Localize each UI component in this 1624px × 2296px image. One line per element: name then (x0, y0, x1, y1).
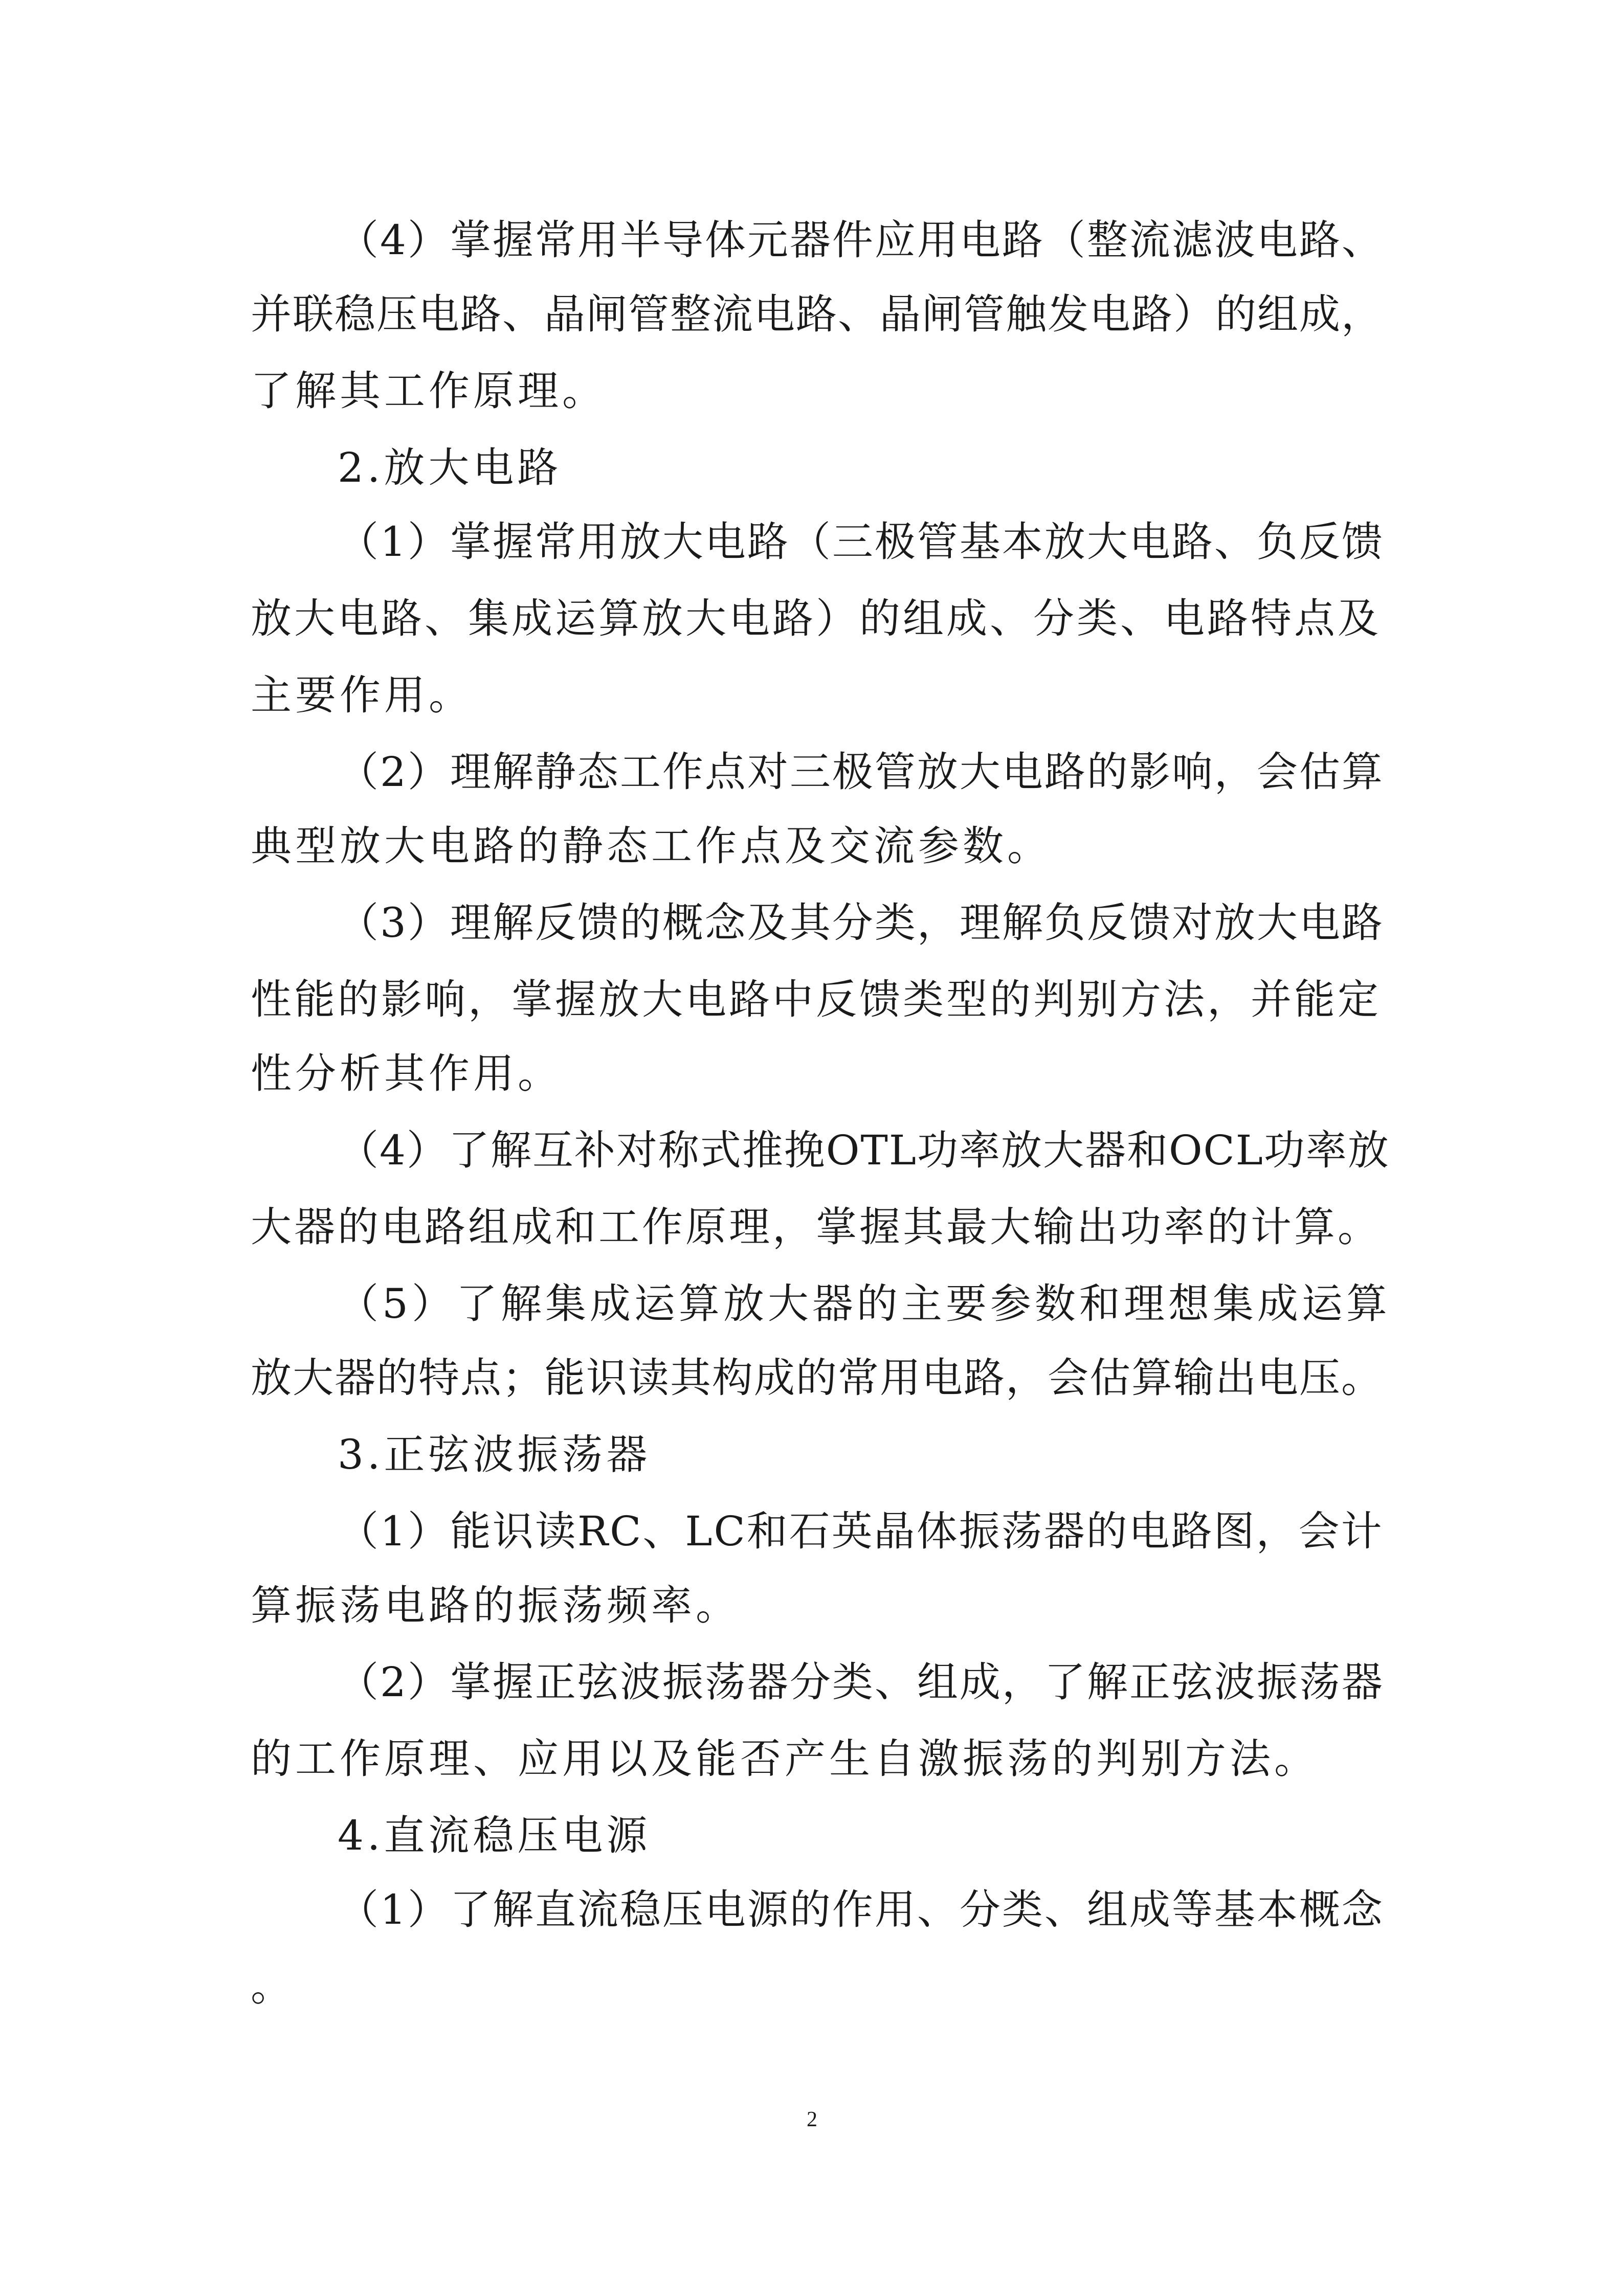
paragraph-line: 放大电路、集成运算放大电路）的组成、分类、电路特点及 (251, 595, 1381, 642)
paragraph-line: 了解其工作原理。 (251, 367, 607, 415)
section-heading: 3.正弦波振荡器 (338, 1431, 651, 1478)
paragraph-line: （3）理解反馈的概念及其分类，理解负反馈对放大电路 (338, 899, 1384, 947)
paragraph-line: （1）掌握常用放大电路（三极管基本放大电路、负反馈 (338, 518, 1384, 566)
paragraph-line: （4）了解互补对称式推挽OTL功率放大器和OCL功率放 (338, 1127, 1390, 1174)
paragraph-line: 放大器的特点；能识读其构成的常用电路，会估算输出电压。 (251, 1354, 1383, 1402)
paragraph-line: （1）了解直流稳压电源的作用、分类、组成等基本概念 (338, 1886, 1384, 1933)
section-heading: 4.直流稳压电源 (338, 1812, 651, 1859)
paragraph-line: 典型放大电路的静态工作点及交流参数。 (251, 822, 1052, 870)
paragraph-line: 的工作原理、应用以及能否产生自激振荡的判别方法。 (251, 1735, 1319, 1783)
paragraph-line: （1）能识读RC、LC和石英晶体振荡器的电路图，会计 (338, 1507, 1384, 1555)
paragraph-line: （4）掌握常用半导体元器件应用电路（整流滤波电路、 (338, 216, 1384, 264)
paragraph-line: 并联稳压电路、晶闸管整流电路、晶闸管触发电路）的组成， (251, 290, 1383, 338)
paragraph-line: （2）掌握正弦波振荡器分类、组成，了解正弦波振荡器 (338, 1658, 1384, 1706)
paragraph-line: （2）理解静态工作点对三极管放大电路的影响，会估算 (338, 748, 1384, 796)
section-heading: 2.放大电路 (338, 444, 562, 491)
paragraph-line: 性能的影响，掌握放大电路中反馈类型的判别方法，并能定 (251, 976, 1381, 1023)
paragraph-line: 性分析其作用。 (251, 1050, 562, 1097)
paragraph-line: 大器的电路组成和工作原理，掌握其最大输出功率的计算。 (251, 1203, 1381, 1251)
paragraph-line: 主要作用。 (251, 671, 473, 719)
paragraph-line: 算振荡电路的振荡频率。 (251, 1582, 740, 1629)
paragraph-line: 。 (251, 1963, 295, 2010)
page-number: 2 (807, 2108, 817, 2131)
paragraph-line: （5）了解集成运算放大器的主要参数和理想集成运算 (338, 1280, 1391, 1327)
